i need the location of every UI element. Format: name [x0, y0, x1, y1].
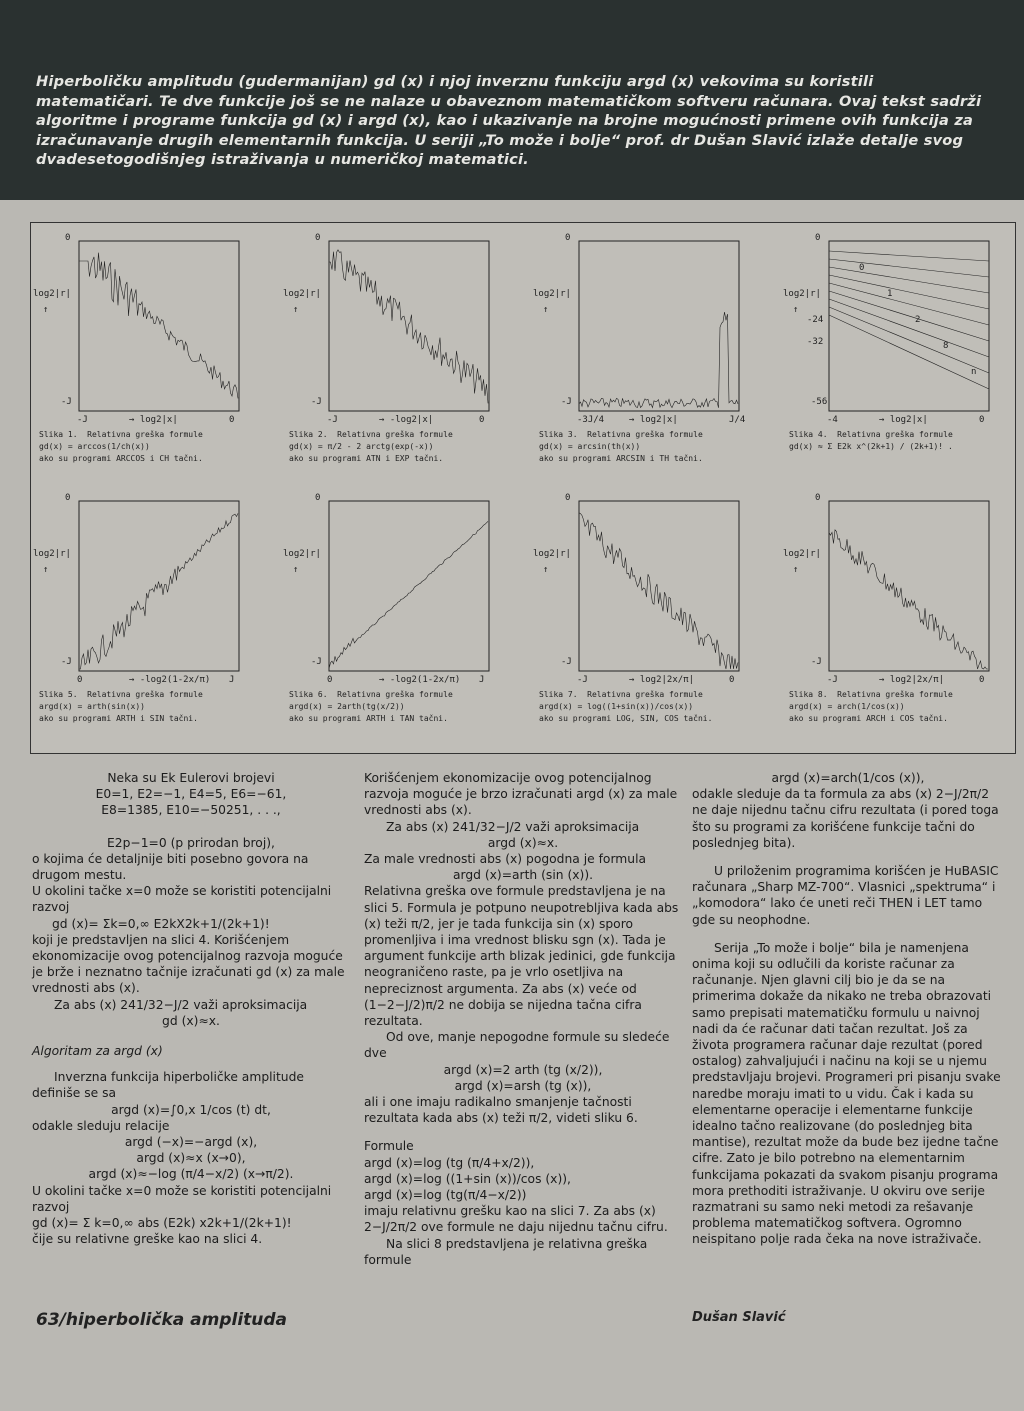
x-axis-label: → -log2|x| — [379, 415, 434, 425]
figure-caption: Slika 4. Relativna greška formule — [789, 430, 953, 439]
equation: argd (x)=arth (sin (x)). — [452, 868, 594, 883]
para: U okolini tačke x=0 može se koristiti potencijalni razvoj — [32, 1183, 332, 1214]
equation: gd (x)≈x. — [162, 1013, 220, 1028]
y-mid-tick: -32 — [807, 337, 824, 347]
para: Formule — [364, 1139, 414, 1154]
equation: argd (x)≈−log (π/4−x/2) (x→π/2). — [88, 1167, 294, 1182]
equation: argd (x)≈x (x→0), — [136, 1151, 246, 1166]
figure-caption: Slika 8. Relativna greška formule — [789, 690, 953, 699]
x-right-tick: 0 — [229, 415, 235, 425]
para: Za male vrednosti abs (x) pogodna je formula — [364, 852, 647, 867]
y-axis-label: log2|r| — [533, 549, 571, 559]
y-bottom-tick: -J — [61, 397, 72, 407]
para: U okolini tačke x=0 može se koristiti potencijalni razvoj — [32, 884, 332, 915]
x-axis-label: → log2|x| — [629, 415, 678, 425]
x-right-tick: J — [479, 675, 485, 685]
text-column-1 — [32, 770, 350, 1247]
up-arrow-icon: ↑ — [43, 305, 49, 315]
text-column-3 — [692, 770, 1004, 1248]
x-right-tick: 0 — [729, 675, 735, 685]
figure-caption: ako su programi ATN i EXP tačni. — [289, 454, 444, 463]
up-arrow-icon: ↑ — [293, 565, 299, 575]
up-arrow-icon: ↑ — [43, 565, 49, 575]
y-top-tick: 0 — [315, 493, 321, 503]
line-label: 1 — [887, 289, 893, 299]
x-left-tick: -J — [77, 415, 88, 425]
line-label: 8 — [943, 341, 949, 351]
para: Korišćenjem ekonomizacije ovog potencijalnog razvoja moguće je brzo izračunati argd (x) za male vrednosti abs (x). — [364, 771, 678, 818]
error-trace — [579, 312, 738, 408]
y-bottom-tick: -56 — [811, 397, 828, 407]
figure-caption: argd(x) = log((1+sin(x))/cos(x)) — [539, 702, 694, 711]
equation: argd (x)=log ((1+sin (x))/cos (x)), — [364, 1171, 571, 1186]
x-left-tick: 0 — [77, 675, 83, 685]
x-axis-label: → -log2(1-2x/π) — [379, 675, 461, 685]
up-arrow-icon: ↑ — [293, 305, 299, 315]
para: U priloženim programima korišćen je HuBASIC računara „Sharp MZ-700“. Vlasnici „spektruma“ i „komodora“ lako će uneti reči THEN i LET tamo gde su neophodne. — [692, 864, 999, 927]
error-trace — [329, 521, 488, 668]
para: koji je predstavljen na slici 4. Korišćenjem ekonomizacije ovog potencijalnog razvoja moguće je brže i neznatno tačnije izračunati gd (x) za male vrednosti abs (x). — [32, 932, 345, 996]
page-footer-title: 63/hiperbolička amplituda — [36, 1310, 288, 1330]
y-axis-label: log2|r| — [33, 289, 71, 299]
series-line — [829, 251, 989, 261]
up-arrow-icon: ↑ — [543, 305, 549, 315]
equation: argd (x)=∫0,x 1/cos (t) dt, — [111, 1102, 271, 1117]
x-right-tick: 0 — [479, 415, 485, 425]
up-arrow-icon: ↑ — [793, 305, 799, 315]
equation: argd (x)=arsh (tg (x)), — [454, 1078, 592, 1093]
x-right-tick: 0 — [979, 675, 985, 685]
equation: E0=1, E2=−1, E4=5, E6=−61, — [95, 787, 287, 802]
y-top-tick: 0 — [815, 233, 821, 243]
para: o kojima će detaljnije biti posebno govora na drugom mestu. — [32, 851, 309, 883]
line-label: n — [971, 367, 977, 377]
equation: argd (x)=2 arth (tg (x/2)), — [443, 1062, 603, 1077]
equation: argd (x)=log (tg(π/4−x/2)) — [364, 1188, 527, 1203]
x-left-tick: 0 — [327, 675, 333, 685]
x-axis-label: → log2|x| — [879, 415, 928, 425]
figure-caption: Slika 6. Relativna greška formule — [289, 690, 453, 699]
figure-caption: argd(x) = arch(1/cos(x)) — [789, 702, 905, 711]
y-top-tick: 0 — [65, 493, 71, 503]
y-top-tick: 0 — [565, 233, 571, 243]
equation: E2p−1=0 (p prirodan broj), — [107, 835, 275, 850]
y-axis-label: log2|r| — [283, 289, 321, 299]
figure-caption: Slika 3. Relativna greška formule — [539, 430, 703, 439]
x-left-tick: -J — [827, 675, 838, 685]
x-axis-label: → -log2(1-2x/π) — [129, 675, 211, 685]
para: Serija „To može i bolje“ bila je namenjena onima koji su odlučili da koriste računar za računanje. Njen glavni cilj bio je da se na primerima dokaže da nikako ne treba obrazovati samo prepisati matematičku formulu u naivnoj nadi da će računar dati tačan rezultat. Još za života programera računar daje rezultat (pored ostalog) zahvaljujući i načinu na koji se u njemu predstavljaju brojevi. Programeri pri pisanju svake naredbe moraju imati to u vidu. Čak i kada su elementarne operacije i elementarne funkcije idealno tačno realizovane (do poslednjeg bita mantise), rezultat može da bude bez ijedne tačne cifre. Zato je bilo potrebno na elementarnim funkcijama pokazati da svakom pisanju programa mora prethoditi istraživanje. U okviru ove serije razmatrani su samo neki metodi za rešavanje problema matematičkog softvera. Ogromno neispitano polje rada čeka na nove istraživače. — [692, 940, 1001, 1247]
y-bottom-tick: -J — [811, 657, 822, 667]
series-line — [829, 299, 989, 357]
up-arrow-icon: ↑ — [543, 565, 549, 575]
series-line — [829, 307, 989, 373]
equation: argd (x)≈x. — [487, 835, 559, 850]
y-top-tick: 0 — [815, 493, 821, 503]
error-trace — [79, 253, 238, 399]
figure-caption: Slika 2. Relativna greška formule — [289, 430, 453, 439]
figure-caption: ako su programi ARCSIN i TH tačni. — [539, 454, 703, 463]
x-left-tick: -4 — [827, 415, 838, 425]
y-axis-label: log2|r| — [533, 289, 571, 299]
up-arrow-icon: ↑ — [793, 565, 799, 575]
figure-caption: gd(x) ≈ Σ E2k x^(2k+1) / (2k+1)! . — [789, 442, 953, 451]
equation: argd (−x)=−argd (x), — [124, 1135, 258, 1150]
y-axis-label: log2|r| — [283, 549, 321, 559]
error-trace — [79, 513, 238, 669]
y-axis-label: log2|r| — [33, 549, 71, 559]
para: ali i one imaju radikalno smanjenje tačnosti rezultata kada abs (x) teži π/2, videti sliku 6. — [364, 1095, 638, 1126]
figure-caption: Slika 5. Relativna greška formule — [39, 690, 203, 699]
section-heading: Algoritam za argd (x) — [32, 1044, 163, 1059]
x-left-tick: -3J/4 — [577, 415, 605, 425]
x-axis-label: → log2|x| — [129, 415, 178, 425]
author-name: Dušan Slavić — [692, 1310, 786, 1325]
error-trace — [579, 513, 738, 669]
y-bottom-tick: -J — [561, 397, 572, 407]
x-axis-label: → log2|2x/π| — [879, 675, 945, 685]
x-right-tick: J — [229, 675, 235, 685]
figure-caption: ako su programi LOG, SIN, COS tačni. — [539, 714, 713, 723]
y-bottom-tick: -J — [311, 657, 322, 667]
figure-caption: ako su programi ARCH i COS tačni. — [789, 714, 948, 723]
equation: argd (x)=arch(1/cos (x)), — [771, 771, 925, 785]
para: imaju relativnu grešku kao na slici 7. Za abs (x) 2−J/2π/2 ove formule ne daju nijednu tačnu cifru. — [364, 1204, 668, 1235]
y-top-tick: 0 — [65, 233, 71, 243]
line-label: 0 — [859, 263, 865, 273]
line-label: 2 — [915, 315, 921, 325]
para: Relativna greška ove formule predstavljena je na slici 5. Formula je potpuno neupotrebljiva kada abs (x) teži π/2, jer je tada funkcija sin (x) sporo promenljiva i ima vrednost blisku sgn (x). Tada je argument funkcije arth blizak jedinici, gde funkcija neograničeno raste, pa je vrlo osetljiva na nepreciznost argumenta. Za abs (x) veće od (1−2−J/2)π/2 ne dobija se nijedna tačna cifra rezultata. — [364, 884, 679, 1029]
error-trace — [829, 530, 988, 669]
para: odakle sleduju relacije — [32, 1118, 170, 1133]
equation: gd (x)= Σk=0,∞ E2kX2k+1/(2k+1)! — [52, 916, 270, 931]
y-axis-label: log2|r| — [783, 289, 821, 299]
series-line — [829, 291, 989, 341]
figure-caption: gd(x) = arccos(1/ch(x)) — [39, 442, 150, 451]
para: Neka su Ek Eulerovi brojevi — [107, 771, 275, 785]
text-column-2 — [364, 770, 682, 1268]
para: Za abs (x) 241/32−J/2 važi aproksimacija — [386, 819, 640, 834]
y-top-tick: 0 — [315, 233, 321, 243]
figure-caption: Slika 7. Relativna greška formule — [539, 690, 703, 699]
y-bottom-tick: -J — [61, 657, 72, 667]
figure-caption: gd(x) = arcsin(th(x)) — [539, 442, 641, 451]
y-bottom-tick: -J — [561, 657, 572, 667]
x-axis-label: → log2|2x/π| — [629, 675, 695, 685]
para: Za abs (x) 241/32−J/2 važi aproksimacija — [54, 997, 308, 1012]
para: čije su relativne greške kao na slici 4. — [32, 1232, 263, 1247]
para: Inverzna funkcija hiperboličke amplitude definiše se sa — [32, 1070, 304, 1101]
y-bottom-tick: -J — [311, 397, 322, 407]
figure-caption: ako su programi ARCCOS i CH tačni. — [39, 454, 203, 463]
y-axis-label: log2|r| — [783, 549, 821, 559]
figure-caption: gd(x) = π/2 - 2 arctg(exp(-x)) — [289, 442, 434, 451]
figure-caption: argd(x) = 2arth(tg(x/2)) — [289, 702, 405, 711]
figure-caption: Slika 1. Relativna greška formule — [39, 430, 203, 439]
figure-panel — [30, 222, 1016, 754]
equation: argd (x)=log (tg (π/4+x/2)), — [364, 1155, 535, 1170]
y-top-tick: 0 — [565, 493, 571, 503]
equation: E8=1385, E10=−50251, . . ., — [101, 803, 281, 818]
figure-caption: ako su programi ARTH i SIN tačni. — [39, 714, 198, 723]
x-right-tick: 0 — [979, 415, 985, 425]
para: Od ove, manje nepogodne formule su sledeće dve — [364, 1030, 670, 1061]
figure-caption: ako su programi ARTH i TAN tačni. — [289, 714, 448, 723]
para: odakle sleduje da ta formula za abs (x) 2−J/2π/2 ne daje nijednu tačnu cifru rezultata (i pored toga što su programi za korišćene funkcije tačni do poslednjeg bita). — [692, 787, 999, 850]
para: Na slici 8 predstavljena je relativna greška formule — [364, 1236, 648, 1267]
y-mid-tick: -24 — [807, 315, 824, 325]
x-left-tick: -J — [327, 415, 338, 425]
equation: gd (x)= Σ k=0,∞ abs (E2k) x2k+1/(2k+1)! — [32, 1216, 292, 1231]
intro-text: Hiperboličku amplitudu (gudermanijan) gd (x) i njoj inverznu funkciju argd (x) vekovima su koristili matematičari. Te dve funkcije još se ne nalaze u obaveznom matematičkom softveru računara. Ovaj tekst sadrži algoritme i programe funkcija gd (x) i argd (x), kao i ukazivanje na brojne mogućnosti primene ovih funkcija za izračunavanje drugih elementarnih funkcija. U seriji „To može i bolje“ prof. dr Dušan Slavić izlaže detalje svog dvadesetogodišnjeg istraživanja u numeričkoj matematici. — [36, 73, 982, 168]
figure-caption: argd(x) = arth(sin(x)) — [39, 702, 145, 711]
x-right-tick: J/4 — [729, 415, 746, 425]
series-line — [829, 259, 989, 277]
x-left-tick: -J — [577, 675, 588, 685]
error-trace — [329, 250, 488, 404]
series-line — [829, 315, 989, 389]
